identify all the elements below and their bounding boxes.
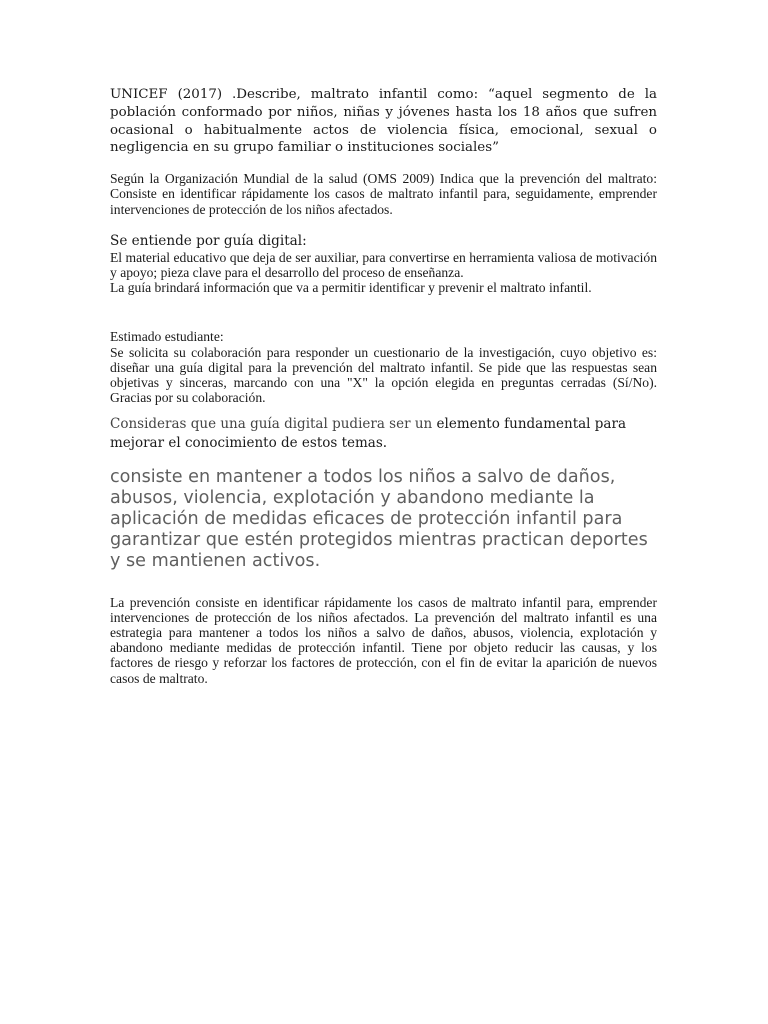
guia-digital-heading: Se entiende por guía digital: xyxy=(110,232,307,249)
survey-question-rest: elemento fundamental para mejorar el conocimiento de estos temas. xyxy=(110,416,626,452)
document-page xyxy=(110,86,657,686)
guia-digital-body: El material educativo que deja de ser auxiliar, para convertirse en herramienta valiosa de motivación y apoyo; pieza clave para el desarrollo del proceso de enseñanza. xyxy=(110,249,657,280)
estimado-estudiante-body: Se solicita su colaboración para responder un cuestionario de la investigación, cuyo objetivo es: diseñar una guía digital para la prevención del maltrato infantil. Se pide que las respuestas sean objetivas y sinceras, marcando con una "X" la opción elegida en preguntas cerradas (Sí/No). Gracias por su colaboración. xyxy=(110,344,657,406)
protection-definition-paragraph: consiste en mantener a todos los niños a salvo de daños, abusos, violencia, explotación y abandono mediante la aplicación de medidas eficaces de protección infantil para garantizar que estén protegidos mientras practican deportes y se mantienen activos. xyxy=(110,466,648,572)
survey-question xyxy=(110,415,657,452)
survey-question-lead: Consideras que una guía digital pudiera ser un xyxy=(110,416,433,433)
oms-prevention-paragraph: Según la Organización Mundial de la salud (OMS 2009) Indica que la prevención del maltrato: Consiste en identificar rápidamente los casos de maltrato infantil para, seguidamente, emprender intervenciones de protección de los niños afectados. xyxy=(110,171,657,217)
guia-digital-body-2: La guía brindará información que va a permitir identificar y prevenir el maltrato infantil. xyxy=(110,280,592,296)
prevention-summary-paragraph: La prevención consiste en identificar rápidamente los casos de maltrato infantil para, emprender intervenciones de protección de los niños afectados. La prevención del maltrato infantil es una estrategia para mantener a todos los niños a salvo de daños, abusos, violencia, explotación y abandono mediante medidas de protección infantil. Tiene por objeto reducir las causas, y los factores de riesgo y reforzar los factores de protección, con el fin de evitar la aparición de nuevos casos de maltrato. xyxy=(110,594,657,686)
unicef-definition-paragraph: UNICEF (2017) .Describe, maltrato infantil como: “aquel segmento de la población conformado por niños, niñas y jóvenes hasta los 18 años que sufren ocasional o habitualmente actos de violencia física, emocional, sexual o negligencia en su grupo familiar o instituciones sociales” xyxy=(110,87,657,156)
estimado-estudiante-heading: Estimado estudiante: xyxy=(110,329,224,345)
